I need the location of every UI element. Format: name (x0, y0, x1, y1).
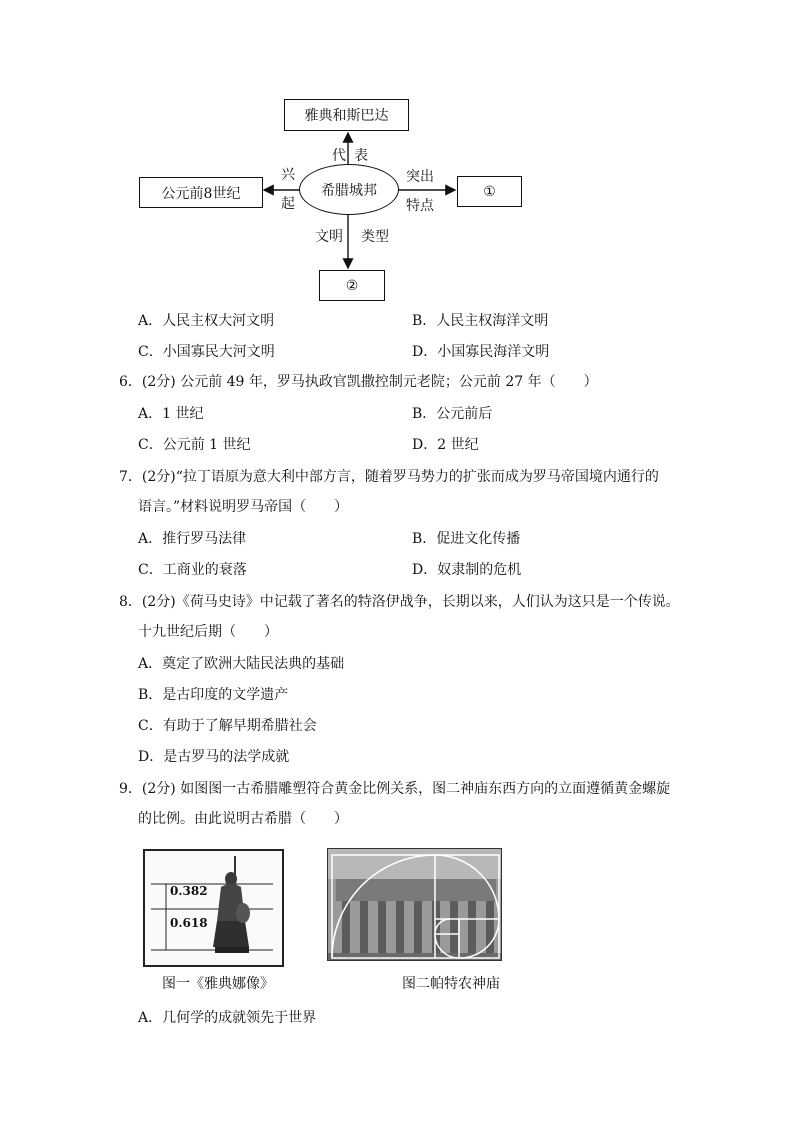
q7-stem-line1: 7．(2分)“拉丁语原为意大利中部方言，随着罗马势力的扩张而成为罗马帝国境内通行的 (119, 469, 659, 485)
diagram-arrows (0, 0, 794, 310)
diagram-right-box: ① (457, 176, 522, 207)
q9-stem-line1: 9．(2分) 如图图一古希腊雕塑符合黄金比例关系，图二神庙东西方向的立面遵循黄金螺旋 (119, 781, 671, 797)
q8-option-d: D．是古罗马的法学成就 (138, 749, 290, 765)
q9-stem-line2: 的比例。由此说明古希腊（ ） (138, 811, 348, 827)
q7-option-c: C．工商业的衰落 (138, 562, 247, 578)
fig1-caption: 图一《雅典娜像》 (162, 976, 274, 992)
fig1-ratio-top: 0.382 (170, 884, 208, 898)
diagram-top-box: 雅典和斯巴达 (284, 99, 409, 131)
q6-option-d: D．2 世纪 (412, 437, 479, 453)
figure-athena-statue (143, 849, 284, 967)
fig1-ratio-bottom: 0.618 (170, 916, 208, 930)
q9-option-a: A．几何学的成就领先于世界 (138, 1010, 317, 1026)
athena-statue-illustration (145, 851, 282, 965)
q6-stem: 6．(2分) 公元前 49 年，罗马执政官凯撒控制元老院；公元前 27 年（ ） (119, 374, 598, 390)
q5-option-a: A．人民主权大河文明 (138, 313, 275, 329)
diagram-center-ellipse: 希腊城邦 (299, 164, 399, 215)
q8-stem-line1: 8．(2分)《荷马史诗》中记载了著名的特洛伊战争，长期以来，人们认为这只是一个传说。 (119, 594, 680, 610)
label-right-1: 突出 (406, 169, 434, 185)
q8-option-b: B．是古印度的文学遗产 (138, 687, 289, 703)
label-left-1: 兴 (281, 167, 295, 183)
q8-option-a: A．奠定了欧洲大陆民法典的基础 (138, 656, 345, 672)
figure-parthenon (327, 848, 502, 961)
q5-option-d: D．小国寡民海洋文明 (412, 344, 550, 360)
q7-stem-line2: 语言。”材料说明罗马帝国（ ） (138, 499, 349, 515)
label-down-1: 文明 (315, 229, 343, 245)
q6-option-c: C．公元前 1 世纪 (138, 437, 251, 453)
q8-option-c: C．有助于了解早期希腊社会 (138, 718, 317, 734)
diagram-bottom-box: ② (319, 270, 385, 301)
label-down-2: 类型 (361, 229, 389, 245)
q7-option-a: A．推行罗马法律 (138, 531, 247, 547)
label-left-2: 起 (281, 196, 295, 212)
fig2-caption: 图二帕特农神庙 (402, 976, 500, 992)
diagram-left-box: 公元前8世纪 (139, 177, 263, 208)
parthenon-golden-spiral-illustration (328, 849, 502, 961)
q6-option-b: B．公元前后 (412, 406, 493, 422)
q7-option-d: D．奴隶制的危机 (412, 562, 522, 578)
q7-option-b: B．促进文化传播 (412, 531, 521, 547)
q5-option-c: C．小国寡民大河文明 (138, 344, 275, 360)
q6-option-a: A．1 世纪 (138, 406, 204, 422)
label-up-2: 表 (354, 148, 368, 164)
q8-stem-line2: 十九世纪后期（ ） (138, 624, 278, 640)
label-right-2: 特点 (406, 198, 434, 214)
label-up-1: 代 (332, 148, 346, 164)
q5-option-b: B．人民主权海洋文明 (412, 313, 549, 329)
